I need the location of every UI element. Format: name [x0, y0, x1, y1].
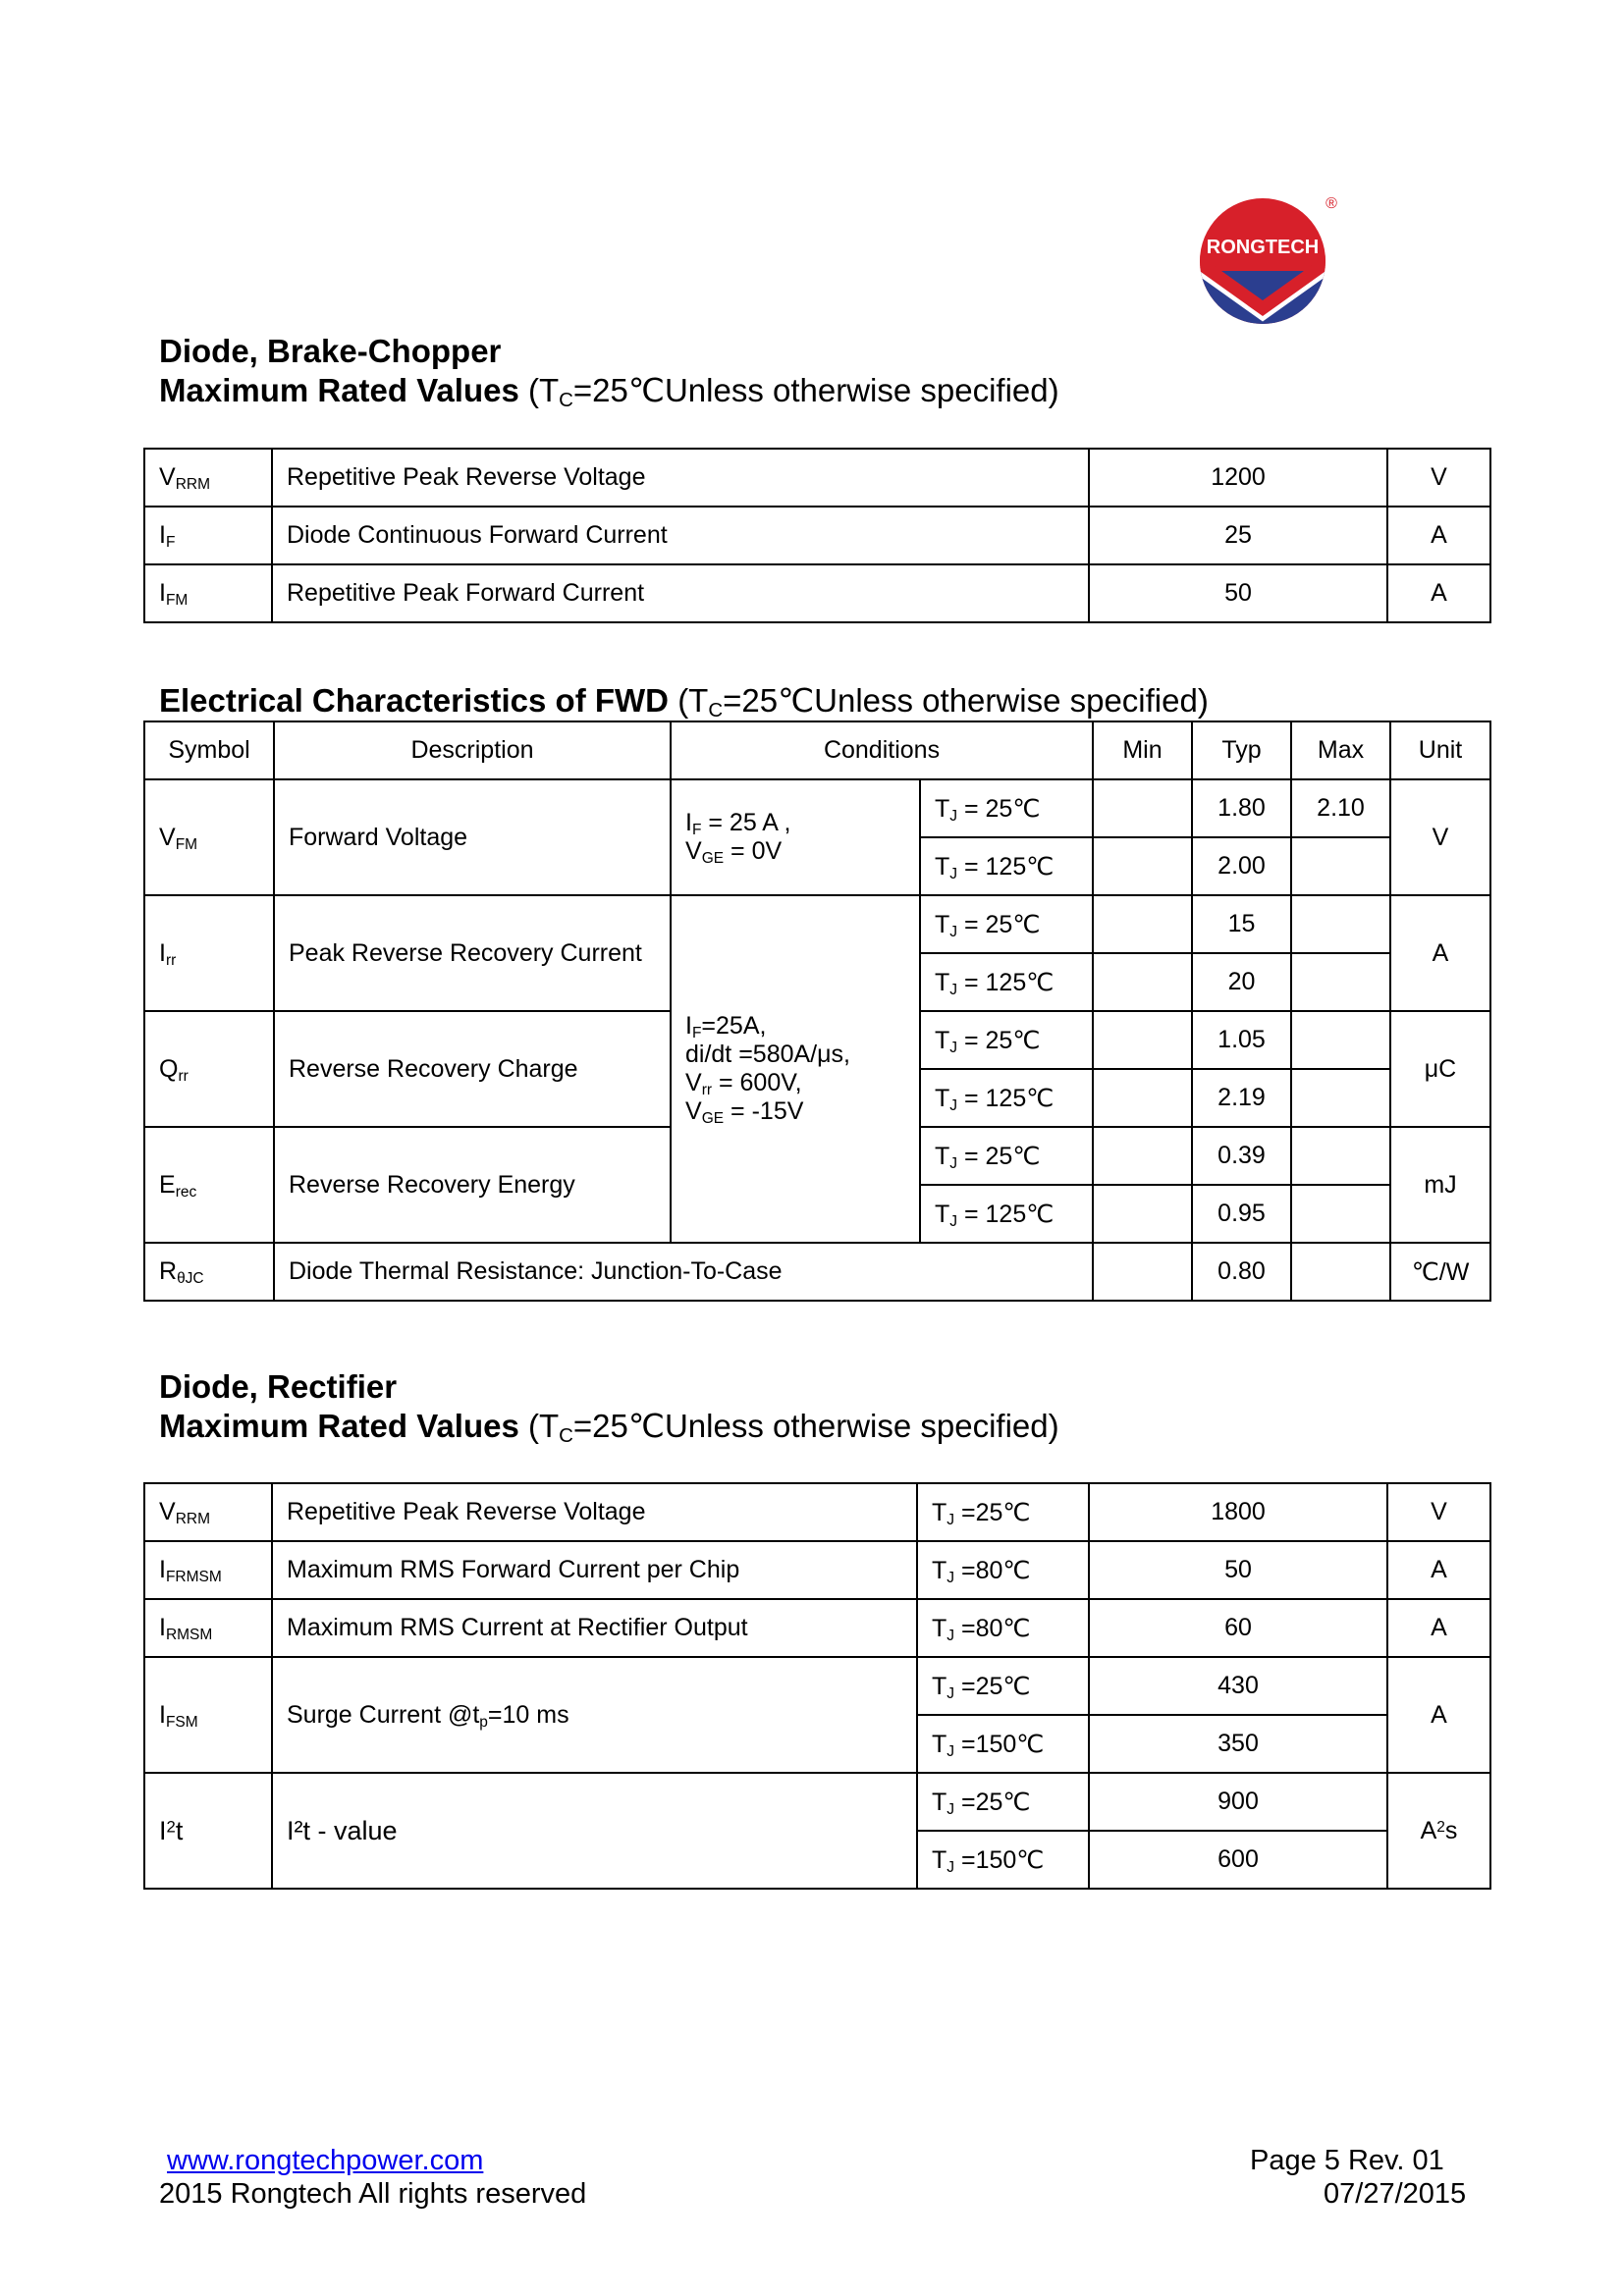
value-cell: 60 [1089, 1599, 1387, 1657]
tj-cell: $T_J$ = 125℃ [920, 1069, 1093, 1127]
condition-cell: $T_J$ =25℃ [917, 1773, 1089, 1831]
header-min: Min [1093, 721, 1192, 779]
typ-cell: 2.00 [1192, 837, 1291, 895]
table-row [144, 449, 1490, 507]
description-cell: Reverse Recovery Charge [274, 1011, 671, 1127]
typ-cell: 0.80 [1192, 1243, 1291, 1301]
description-cell: Maximum RMS Current at Rectifier Output [272, 1599, 917, 1657]
min-cell [1093, 895, 1192, 953]
header-symbol: Symbol [144, 721, 274, 779]
min-cell [1093, 953, 1192, 1011]
typ-cell: 0.95 [1192, 1185, 1291, 1243]
logo [1194, 190, 1341, 338]
value-cell: 25 [1089, 507, 1387, 564]
symbol-cell: $V_{RRM}$ [144, 1483, 272, 1541]
typ-cell: 20 [1192, 953, 1291, 1011]
symbol-cell: $E_{rec}$ [144, 1127, 274, 1243]
brake-chopper-max-table [143, 448, 1491, 623]
description-cell: Repetitive Peak Forward Current [272, 564, 1089, 622]
value-cell: 1200 [1089, 449, 1387, 507]
value-cell: 50 [1089, 564, 1387, 622]
description-cell: Peak Reverse Recovery Current [274, 895, 671, 1011]
header-max: Max [1291, 721, 1390, 779]
unit-cell: A [1390, 895, 1490, 1011]
website-link[interactable]: www.rongtechpower.com [167, 2145, 484, 2176]
max-cell [1291, 1069, 1390, 1127]
max-cell [1291, 1243, 1390, 1301]
condition-cell: $T_J$ =80℃ [917, 1599, 1089, 1657]
value-cell: 1800 [1089, 1483, 1387, 1541]
max-cell [1291, 953, 1390, 1011]
symbol-cell: $I_F$ [144, 507, 272, 564]
description-cell: Forward Voltage [274, 779, 671, 895]
unit-cell: A [1387, 564, 1490, 622]
min-cell [1093, 837, 1192, 895]
unit-cell: mJ [1390, 1127, 1490, 1243]
header-description: Description [274, 721, 671, 779]
typ-cell: 2.19 [1192, 1069, 1291, 1127]
unit-cell: V [1390, 779, 1490, 895]
min-cell [1093, 1185, 1192, 1243]
table-row [144, 895, 1490, 953]
fwd-electrical-table [143, 721, 1491, 1302]
table-row [144, 1599, 1490, 1657]
unit-cell: ℃/W [1390, 1243, 1490, 1301]
description-cell: Repetitive Peak Reverse Voltage [272, 449, 1089, 507]
condition-cell: $I_F = 25$ A , $V_{GE} = 0V$ [671, 779, 920, 895]
symbol-cell: $Q_{rr}$ [144, 1011, 274, 1127]
symbol-cell: $I_{rr}$ [144, 895, 274, 1011]
rectifier-max-table [143, 1482, 1491, 1890]
unit-cell: $A^2s$ [1387, 1773, 1490, 1889]
section1-subtitle: Maximum Rated Values ($T_C=25℃Unless$ otherwise specified) [159, 372, 1059, 412]
value-cell: 600 [1089, 1831, 1387, 1889]
unit-cell: V [1387, 1483, 1490, 1541]
description-cell: Reverse Recovery Energy [274, 1127, 671, 1243]
max-cell: 2.10 [1291, 779, 1390, 837]
symbol-cell: $I_{RMSM}$ [144, 1599, 272, 1657]
condition-cell: $T_J$ =150℃ [917, 1831, 1089, 1889]
description-cell: I²t - value [272, 1773, 917, 1889]
table-row [144, 1541, 1490, 1599]
description-cell: Repetitive Peak Reverse Voltage [272, 1483, 917, 1541]
min-cell [1093, 1127, 1192, 1185]
min-cell [1093, 1243, 1192, 1301]
header-unit: Unit [1390, 721, 1490, 779]
symbol-cell: $V_{RRM}$ [144, 449, 272, 507]
table-row [144, 564, 1490, 622]
unit-cell: V [1387, 449, 1490, 507]
tj-cell: $T_J$ = 25℃ [920, 895, 1093, 953]
tj-cell: $T_J$ = 25℃ [920, 1127, 1093, 1185]
min-cell [1093, 1011, 1192, 1069]
description-cell: Maximum RMS Forward Current per Chip [272, 1541, 917, 1599]
typ-cell: 15 [1192, 895, 1291, 953]
value-cell: 430 [1089, 1657, 1387, 1715]
max-cell [1291, 1127, 1390, 1185]
tj-cell: $T_J$ = 125℃ [920, 1185, 1093, 1243]
tj-cell: $T_J$ = 125℃ [920, 837, 1093, 895]
logo-text: RONGTECH [1206, 237, 1320, 258]
section3-subtitle: Maximum Rated Values ($T_C=25℃Unless$ otherwise specified) [159, 1408, 1059, 1448]
tj-cell: $T_J$ = 25℃ [920, 779, 1093, 837]
tj-cell: $T_J$ = 25℃ [920, 1011, 1093, 1069]
table-row [144, 1483, 1490, 1541]
document-date: 07/27/2015 [1324, 2178, 1467, 2210]
value-cell: 900 [1089, 1773, 1387, 1831]
value-cell: 350 [1089, 1715, 1387, 1773]
symbol-cell: $I_{FM}$ [144, 564, 272, 622]
max-cell [1291, 837, 1390, 895]
condition-cell: $T_J$ =150℃ [917, 1715, 1089, 1773]
table-row [144, 779, 1490, 837]
symbol-cell: $I^2t$ [144, 1773, 272, 1889]
description-cell: Diode Continuous Forward Current [272, 507, 1089, 564]
symbol-cell: $R_{\theta JC}$ [144, 1243, 274, 1301]
table-row [144, 1773, 1490, 1831]
max-cell [1291, 1011, 1390, 1069]
symbol-cell: $I_{FSM}$ [144, 1657, 272, 1773]
header-conditions: Conditions [671, 721, 1093, 779]
typ-cell: 1.80 [1192, 779, 1291, 837]
header-row [144, 721, 1490, 779]
tj-cell: $T_J$ = 125℃ [920, 953, 1093, 1011]
section3-title: Diode, Rectifier [159, 1368, 398, 1405]
symbol-cell: $I_{FRMSM}$ [144, 1541, 272, 1599]
symbol-cell: $V_{FM}$ [144, 779, 274, 895]
section1-title: Diode, Brake-Chopper [159, 333, 502, 369]
page-revision: Page 5 Rev. 01 [1250, 2145, 1444, 2176]
section2-title: Electrical Characteristics of FWD ($T_C=25℃Unless$ otherwise specified) [159, 682, 1209, 722]
unit-cell: A [1387, 507, 1490, 564]
unit-cell: μC [1390, 1011, 1490, 1127]
table-row [144, 507, 1490, 564]
description-cell: Diode Thermal Resistance: Junction-To-Case [274, 1243, 1093, 1301]
min-cell [1093, 779, 1192, 837]
description-cell: Surge Current $@t_p=10$ ms [272, 1657, 917, 1773]
condition-cell: $T_J$ =25℃ [917, 1657, 1089, 1715]
max-cell [1291, 1185, 1390, 1243]
unit-cell: A [1387, 1599, 1490, 1657]
typ-cell: 1.05 [1192, 1011, 1291, 1069]
table-row [144, 1657, 1490, 1715]
recovery-condition-cell: $I_F=25A$, di/dt =580A/μs, $V_{rr} = 600V$, $V_{GE} = -15V$ [671, 895, 920, 1243]
max-cell [1291, 895, 1390, 953]
value-cell: 50 [1089, 1541, 1387, 1599]
unit-cell: A [1387, 1541, 1490, 1599]
unit-cell: A [1387, 1657, 1490, 1773]
table-row [144, 1243, 1490, 1301]
condition-cell: $T_J$ =80℃ [917, 1541, 1089, 1599]
copyright-text: 2015 Rongtech All rights reserved [159, 2178, 587, 2210]
typ-cell: 0.39 [1192, 1127, 1291, 1185]
condition-cell: $T_J$ =25℃ [917, 1483, 1089, 1541]
rongtech-logo-icon [1194, 190, 1341, 338]
registered-mark: ® [1325, 195, 1337, 212]
header-typ: Typ [1192, 721, 1291, 779]
min-cell [1093, 1069, 1192, 1127]
